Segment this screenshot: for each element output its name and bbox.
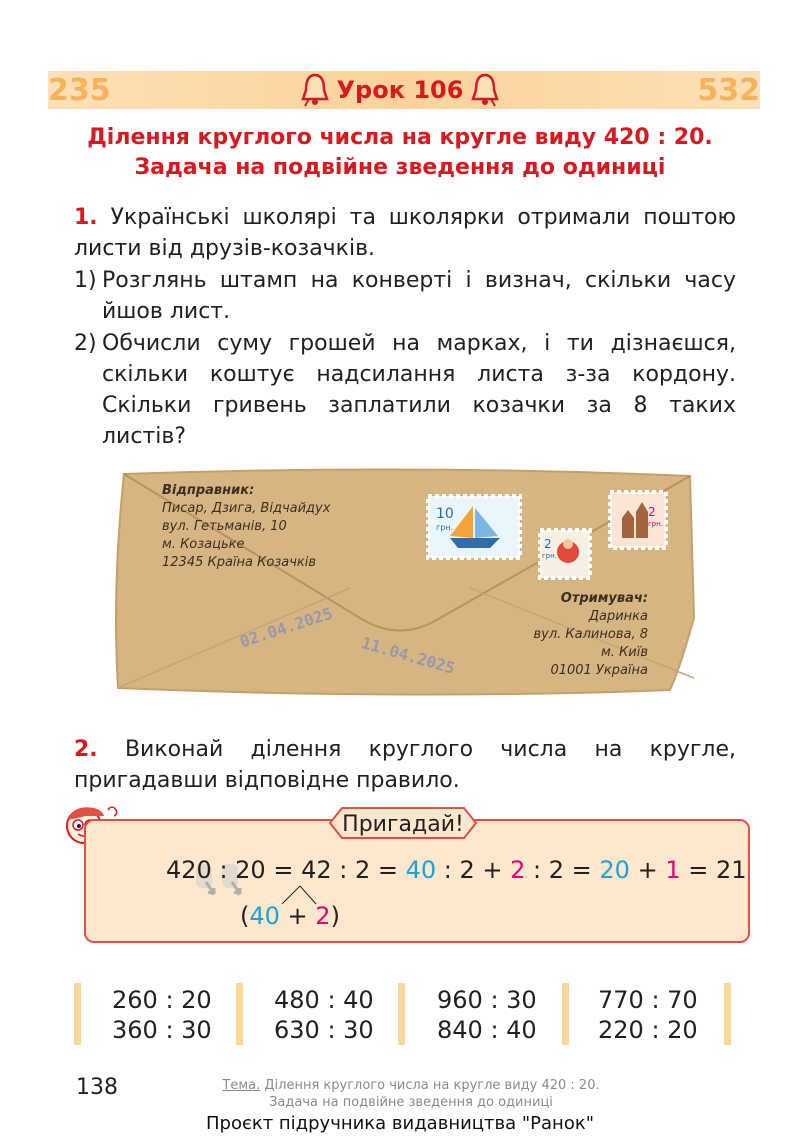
column-divider: [562, 983, 569, 1045]
stamp-value: 2: [648, 505, 656, 519]
task-2: [74, 734, 736, 796]
sender-address: Відправник: Писар, Дзига, Відчайдух вул. Гетьманів, 10 м. Козацьке 12345 Країна Козачків: [162, 483, 331, 570]
bell-icon: [299, 72, 331, 108]
split-expression: (40 + 2): [240, 902, 340, 930]
exercise-item: 840 : 40: [437, 1016, 537, 1044]
bell-icon: [469, 72, 501, 108]
exercise-item: 480 : 40: [274, 986, 374, 1014]
receiver-address: Отримувач: Даринка вул. Калинова, 8 м. Київ 01001 Україна: [533, 591, 648, 678]
column-divider: [398, 983, 405, 1045]
remember-label: Пригадай!: [342, 812, 464, 837]
exercise-item: 260 : 20: [112, 986, 212, 1014]
rule-equation: 420 : 20 = 42 : 2 = 40 : 2 + 2 : 2 = 20 + 1 = 21: [166, 856, 747, 884]
column-divider: [74, 983, 81, 1045]
task-text: Українські школярі та школярки отримали поштою листи від друзів-козачків.: [74, 205, 736, 261]
stamp-unit: грн.: [436, 523, 454, 532]
exercise-column: [112, 985, 212, 1045]
stamp-value: 2: [544, 537, 552, 551]
exercise-item: 630 : 30: [274, 1016, 374, 1044]
exercise-column: [437, 985, 537, 1045]
task-number: 2.: [74, 737, 98, 762]
stamp-unit: грн.: [648, 520, 663, 528]
publisher-note: Проєкт підручника видавництва "Ранок": [205, 1113, 594, 1134]
task-text: Виконай ділення круглого числа на кругле, пригадавши відповідне правило.: [74, 737, 737, 793]
task-1-item: 2) Обчисли суму грошей на марках, і ти дізнаєшся, скільки коштує надсилання листа з-за кордону. Скільки гривень заплатили козачки за 8 таких листів?: [74, 331, 736, 449]
postmark-sent: 02.04.2025: [237, 603, 335, 652]
envelope-illustration: [110, 468, 702, 696]
decorative-digits-right: 532: [697, 73, 760, 108]
postmark-received: 11.04.2025: [359, 633, 458, 678]
lesson-title: Ділення круглого числа на кругле виду 420 : 20. Задача на подвійне зведення до одиниці: [87, 125, 713, 180]
exercise-item: 360 : 30: [112, 1016, 212, 1044]
stamp-value: 10: [436, 506, 454, 522]
task-1: [74, 202, 736, 264]
column-divider: [724, 983, 731, 1045]
task-1-item: 1) Розглянь штамп на конверті і визнач, скільки часу йшов лист.: [74, 268, 736, 324]
exercise-column: [274, 985, 374, 1045]
task-number: 1.: [74, 205, 98, 230]
footer-topic: Тема. Ділення круглого числа на кругле виду 420 : 20. Задача на подвійне зведення до одиниці: [222, 1078, 600, 1110]
column-divider: [236, 983, 243, 1045]
exercise-column: [598, 985, 698, 1045]
lesson-heading: [0, 72, 800, 108]
page-number: 138: [76, 1075, 118, 1100]
exercise-item: 220 : 20: [598, 1016, 698, 1044]
lesson-number: Урок 106: [336, 76, 464, 104]
stamp-unit: грн.: [542, 552, 557, 560]
exercise-item: 960 : 30: [437, 986, 537, 1014]
exercise-item: 770 : 70: [598, 986, 698, 1014]
decorative-digits-left: 235: [48, 73, 111, 108]
